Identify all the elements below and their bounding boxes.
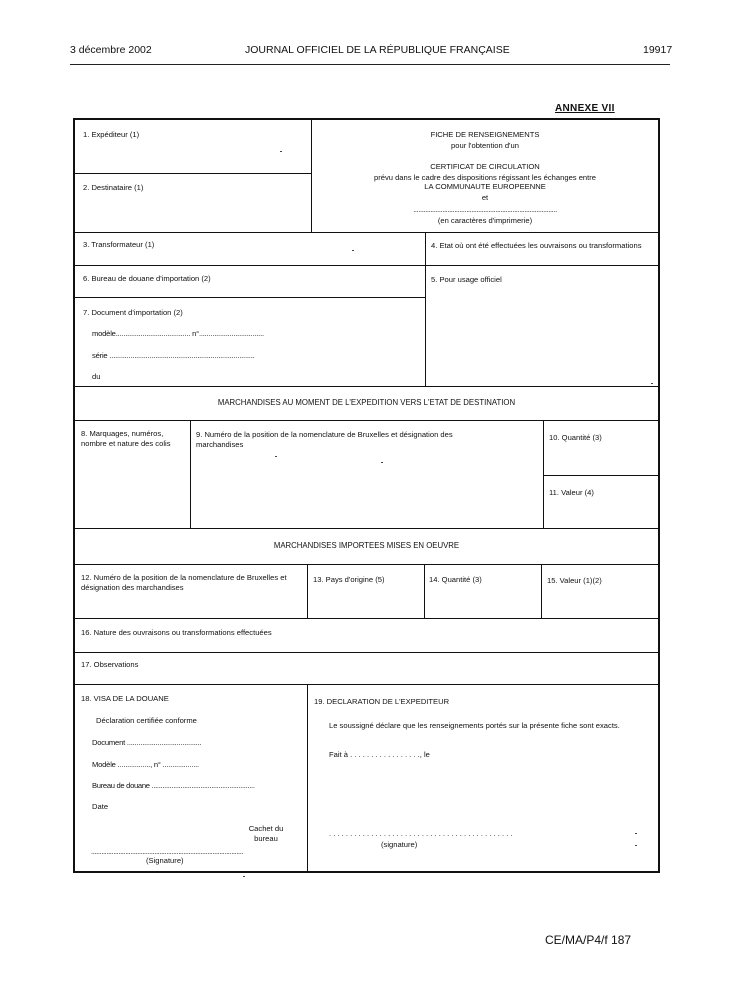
divider-row-3 (75, 265, 658, 266)
scan-speck (352, 250, 354, 251)
divider-1-2 (75, 173, 311, 174)
field-3-transformateur: 3. Transformateur (1) (83, 240, 155, 249)
divider-10-11 (543, 475, 658, 476)
field-18-date: Date (92, 802, 109, 811)
field-19-declaration: 19. DECLARATION DE L'EXPEDITEUR (314, 697, 450, 706)
scan-speck (275, 456, 277, 457)
field-18-signature: (Signature) (146, 856, 184, 865)
fiche-caracteres: (en caractères d'imprimerie) (437, 216, 533, 225)
scan-speck (635, 845, 637, 846)
field-16-nature-ouvraisons: 16. Nature des ouvraisons ou transformations effectuées (81, 628, 272, 637)
field-17-observations: 17. Observations (81, 660, 139, 669)
field-4-etat: 4. Etat où ont été effectuées les ouvraisons ou transformations (431, 241, 642, 250)
scan-speck (635, 833, 637, 834)
certificate-form (73, 118, 660, 873)
fiche-title: FICHE DE RENSEIGNEMENTS (430, 130, 540, 139)
header-journal-title: JOURNAL OFFICIEL DE LA RÉPUBLIQUE FRANÇAISE (245, 44, 510, 56)
field-14-quantite: 14. Quantité (3) (429, 575, 482, 584)
fiche-subtitle: pour l'obtention d'un (451, 141, 519, 150)
divider-row-17 (75, 684, 658, 685)
field-19-signature-dots: . . . . . . . . . . . . . . . . . . . . . . . . . . . . . . . . . . . . . . . . . . . . (329, 829, 513, 838)
field-7-modele: modèle....................................... n°.................................. (92, 329, 264, 338)
field-19-text: Le soussigné déclare que les renseignements portés sur la présente fiche sont exacts. (329, 721, 620, 730)
vdivider-18-19 (307, 684, 308, 871)
annexe-label: ANNEXE VII (555, 103, 615, 114)
field-9-nomenclature: 9. Numéro de la position de la nomenclature de Bruxelles et désignation des marchandises (196, 430, 453, 449)
field-7-serie: série ............................................................................ (92, 351, 255, 360)
field-18-modele: Modèle ................., n° ................... (92, 760, 199, 769)
vdivider-mid (425, 232, 426, 386)
fiche-certificat: CERTIFICAT DE CIRCULATION (430, 162, 540, 171)
header-page-number: 19917 (643, 44, 673, 56)
vdivider-8-9 (190, 420, 191, 528)
field-7-du: du (92, 372, 101, 381)
scan-speck (280, 151, 282, 152)
scan-speck (651, 383, 653, 384)
field-1-expediteur: 1. Expéditeur (1) (83, 130, 140, 139)
scan-speck (243, 876, 245, 877)
field-10-quantite: 10. Quantité (3) (549, 433, 602, 442)
divider-row-6 (75, 297, 425, 298)
field-18-declaration: Déclaration certifiée conforme (96, 716, 197, 725)
vdivider-13-14 (424, 564, 425, 618)
field-19-signature: (signature) (381, 840, 418, 849)
section-marchandises-expedition: MARCHANDISES AU MOMENT DE L'EXPEDITION VERS L'ETAT DE DESTINATION (217, 398, 516, 407)
fiche-prevu: prévu dans le cadre des dispositions régissant les échanges entre (373, 173, 597, 182)
field-7-document: 7. Document d'importation (2) (83, 308, 183, 317)
field-18-visa-douane: 18. VISA DE LA DOUANE (81, 694, 169, 703)
field-15-valeur: 15. Valeur (1)(2) (547, 576, 602, 585)
divider-top-block (75, 232, 658, 233)
field-18-cachet: Cachet du bureau (248, 824, 284, 843)
fiche-dotted-line: .................................................................................... (413, 205, 557, 214)
field-12-nomenclature: 12. Numéro de la position de la nomenclature de Bruxelles et désignation des marchandises (81, 573, 287, 592)
vdivider-12-13 (307, 564, 308, 618)
field-8-marquages: 8. Marquages, numéros, nombre et nature des colis (81, 429, 171, 448)
divider-sec2 (75, 564, 658, 565)
divider-row-7 (75, 386, 658, 387)
field-5-usage-officiel: 5. Pour usage officiel (431, 275, 502, 284)
header-date: 3 décembre 2002 (70, 44, 152, 56)
header-rule (70, 64, 670, 65)
field-19-fait-a: Fait à . . . . . . . . . . . . . . . . ., le (329, 750, 430, 759)
section-marchandises-importees: MARCHANDISES IMPORTEES MISES EN OEUVRE (273, 541, 460, 550)
divider-sec1 (75, 420, 658, 421)
field-18-bureau: Bureau de douane ......................................................... (92, 781, 255, 790)
field-13-pays-origine: 13. Pays d'origine (5) (313, 575, 385, 584)
field-18-signature-dots: ......................................................................................... (91, 847, 244, 856)
footer-reference: CE/MA/P4/f 187 (545, 933, 632, 947)
field-6-bureau-douane: 6. Bureau de douane d'importation (2) (83, 274, 211, 283)
divider-row-12 (75, 618, 658, 619)
divider-row-8 (75, 528, 658, 529)
vdivider-14-15 (541, 564, 542, 618)
fiche-communaute: LA COMMUNAUTE EUROPEENNE (424, 182, 546, 191)
field-2-destinataire: 2. Destinataire (1) (83, 183, 144, 192)
fiche-et: et (481, 193, 489, 202)
vdivider-9-10 (543, 420, 544, 528)
field-11-valeur: 11. Valeur (4) (549, 488, 594, 497)
field-18-document: Document ....................................... (92, 738, 202, 747)
scan-speck (381, 462, 383, 463)
divider-row-16 (75, 652, 658, 653)
